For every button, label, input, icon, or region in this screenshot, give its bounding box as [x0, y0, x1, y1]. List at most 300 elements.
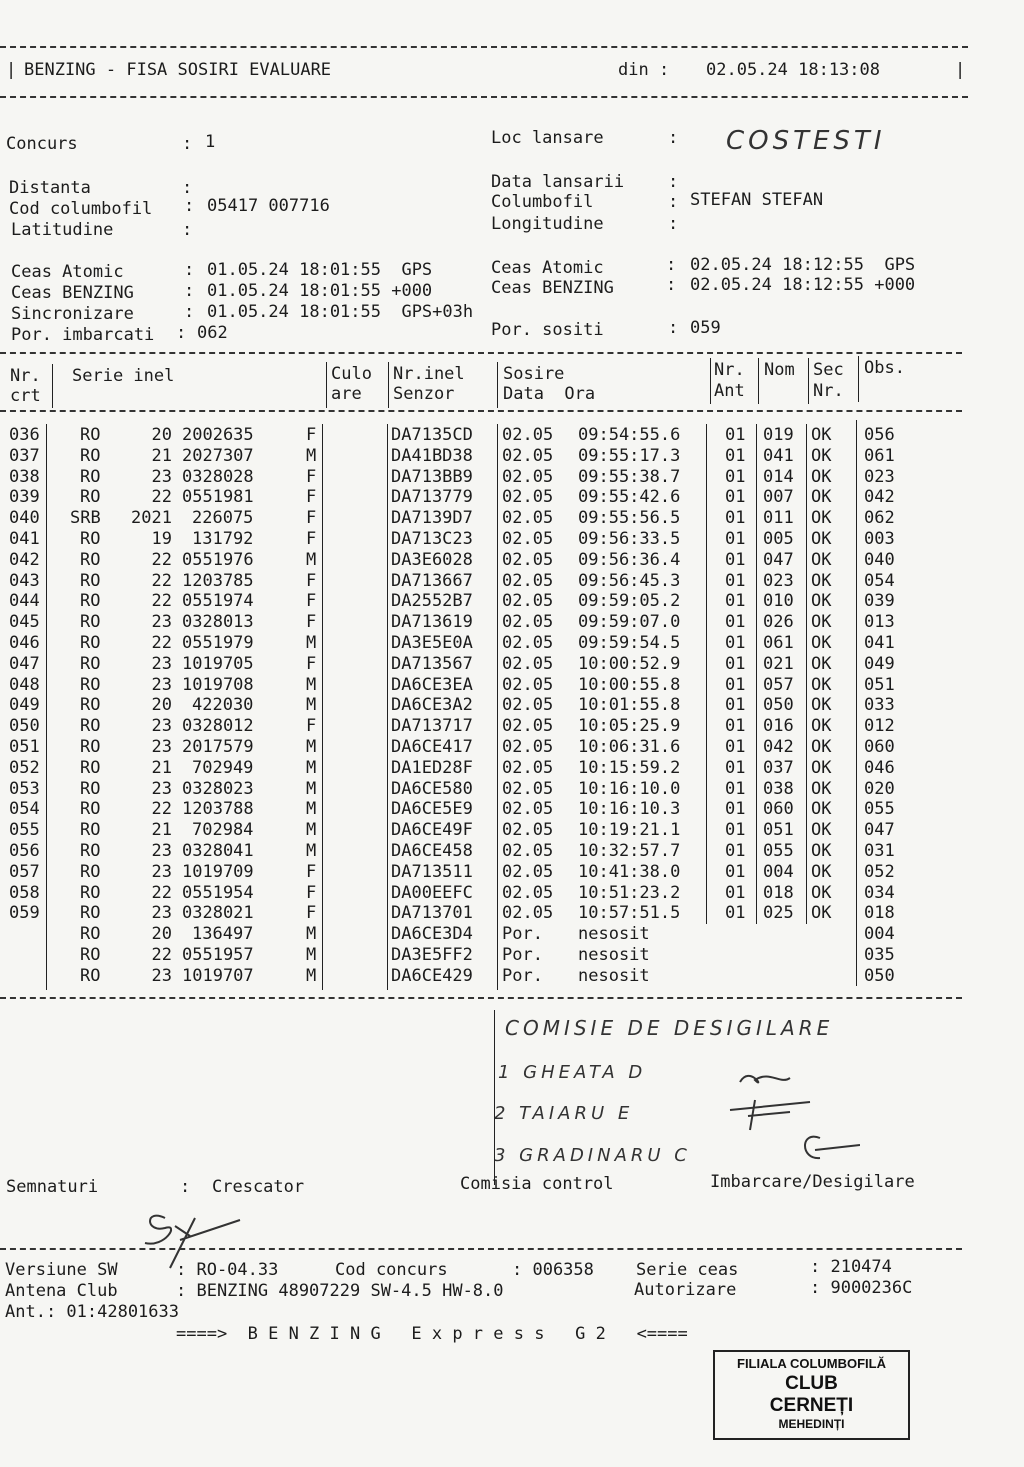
cell-ora: 10:57:51.5: [578, 903, 681, 924]
col-nrinel-2: Senzor: [393, 384, 455, 404]
cell-ora: 10:05:25.9: [578, 716, 681, 737]
cell-inel: 0551974: [182, 591, 254, 612]
header-right-bar: |: [955, 60, 966, 80]
cell-data: 02.05: [502, 425, 554, 445]
cell-inel: 702984: [192, 820, 254, 841]
cell-ora: 09:59:07.0: [578, 612, 681, 633]
cell-sec: OK: [811, 591, 832, 612]
table-row: [0, 758, 1024, 779]
data-lansarii-label: Data lansarii: [491, 172, 625, 192]
stamp-line-2: CLUB: [785, 1373, 838, 1394]
cell-obs: 055: [864, 799, 895, 820]
cell-inel: 0328012: [182, 716, 254, 737]
r-ceas-benzing-value: 02.05.24 18:12:55 +000: [690, 275, 916, 295]
cell-inel: 0551979: [182, 633, 254, 653]
cell-an: 22: [151, 487, 172, 508]
cell-nr: 048: [9, 674, 40, 695]
cell-senzor: DA713717: [391, 716, 473, 737]
cell-obs: 050: [864, 965, 895, 986]
cell-senzor: DA713C23: [391, 529, 473, 549]
cell-sex: M: [306, 633, 317, 653]
cell-nom: 047: [763, 549, 794, 570]
cell-sec: OK: [811, 757, 832, 778]
cell-inel: 1019707: [182, 965, 254, 986]
cell-sec: OK: [811, 508, 832, 529]
cell-sex: M: [306, 674, 317, 695]
cell-ant: 01: [725, 466, 746, 487]
cell-inel: 1203788: [182, 799, 254, 820]
cell-tara: RO: [80, 591, 101, 612]
col-culoare-1: Culo: [331, 364, 372, 384]
cell-sex: M: [306, 778, 317, 799]
cell-nr: 042: [9, 549, 40, 570]
cell-data: Por.: [502, 945, 543, 965]
table-row: [0, 903, 1024, 924]
cell-inel: 0328041: [182, 841, 254, 861]
cell-tara: RO: [80, 549, 101, 570]
cell-sex: M: [306, 924, 317, 945]
cell-obs: 047: [864, 820, 895, 841]
cell-sec: OK: [811, 487, 832, 508]
cell-ora: 09:56:33.5: [578, 529, 681, 549]
header-left-bar: |: [6, 60, 17, 80]
cell-data: Por.: [502, 965, 543, 986]
cell-sex: M: [306, 757, 317, 778]
cell-obs: 040: [864, 549, 895, 570]
table-row: [0, 467, 1024, 488]
cell-sec: OK: [811, 425, 832, 445]
cell-nom: 041: [763, 445, 794, 466]
cell-tara: RO: [80, 861, 101, 882]
cell-nr: 046: [9, 633, 40, 653]
cell-nr: 056: [9, 841, 40, 861]
cell-ant: 01: [725, 612, 746, 633]
cell-sec: OK: [811, 570, 832, 591]
commission-signatures: [720, 1060, 860, 1170]
ceas-atomic-value: 01.05.24 18:01:55 GPS: [207, 260, 433, 280]
cell-inel: 1203785: [182, 570, 254, 591]
cell-nr: 037: [9, 445, 40, 466]
cell-tara: RO: [80, 924, 101, 945]
cell-nom: 061: [763, 633, 794, 653]
cell-obs: 004: [864, 924, 895, 945]
cell-obs: 013: [864, 612, 895, 633]
cell-nom: 016: [763, 716, 794, 737]
cell-ora: 10:01:55.8: [578, 695, 681, 716]
cell-tara: RO: [80, 737, 101, 757]
cell-inel: 1019709: [182, 861, 254, 882]
table-row: [0, 508, 1024, 529]
cell-ant: 01: [725, 674, 746, 695]
col-sosire-1: Sosire: [503, 364, 565, 384]
cell-nom: 011: [763, 508, 794, 529]
cell-data: 02.05: [502, 529, 554, 549]
cell-nom: 014: [763, 466, 794, 487]
cell-nr: 044: [9, 591, 40, 612]
cell-obs: 018: [864, 903, 895, 924]
cell-sex: F: [306, 612, 317, 633]
col-line: [326, 362, 327, 408]
cell-data: 02.05: [502, 653, 554, 674]
cell-nr: 058: [9, 882, 40, 903]
cell-tara: RO: [80, 487, 101, 508]
cell-data: 02.05: [502, 737, 554, 757]
col-line: [808, 358, 809, 404]
cell-an: 20: [151, 924, 172, 945]
table-row: [0, 862, 1024, 883]
cell-an: 22: [151, 799, 172, 820]
cell-data: 02.05: [502, 820, 554, 841]
cell-nr: 054: [9, 799, 40, 820]
cell-an: 2021: [131, 508, 172, 529]
cell-senzor: DA3E6028: [391, 549, 473, 570]
cell-nr: 043: [9, 570, 40, 591]
cell-senzor: DA6CE3D4: [391, 924, 473, 945]
cell-sec: OK: [811, 861, 832, 882]
cell-senzor: DA713BB9: [391, 466, 473, 487]
cell-ant: 01: [725, 653, 746, 674]
col-ant-2: Ant: [714, 381, 745, 401]
table-row: [0, 550, 1024, 571]
cell-senzor: DA3E5FF2: [391, 945, 473, 965]
cell-ora: 10:51:23.2: [578, 882, 681, 903]
cell-ora: nesosit: [578, 945, 650, 965]
table-row: [0, 945, 1024, 966]
cell-sex: M: [306, 445, 317, 466]
cell-sex: F: [306, 508, 317, 529]
cell-tara: RO: [80, 757, 101, 778]
cell-tara: RO: [80, 799, 101, 820]
cell-senzor: DA6CE458: [391, 841, 473, 861]
cell-senzor: DA713779: [391, 487, 473, 508]
ceas-benzing-label: Ceas BENZING: [11, 283, 134, 303]
antena-label: Antena Club: [5, 1281, 118, 1301]
cell-ant: 01: [725, 445, 746, 466]
cell-nom: 010: [763, 591, 794, 612]
cell-nom: 060: [763, 799, 794, 820]
cell-obs: 020: [864, 778, 895, 799]
table-row: [0, 841, 1024, 862]
cell-data: 02.05: [502, 674, 554, 695]
cell-nom: 026: [763, 612, 794, 633]
cell-ant: 01: [725, 882, 746, 903]
cell-data: 02.05: [502, 612, 554, 633]
cell-obs: 003: [864, 529, 895, 549]
col-obs: Obs.: [864, 358, 905, 378]
table-row: [0, 737, 1024, 758]
commission-divider: [494, 1010, 495, 1185]
cell-senzor: DA7139D7: [391, 508, 473, 529]
cell-tara: RO: [80, 778, 101, 799]
cell-nom: 007: [763, 487, 794, 508]
cell-obs: 049: [864, 653, 895, 674]
cell-nom: 055: [763, 841, 794, 861]
colon: :: [666, 275, 677, 295]
imbarcare-label: Imbarcare/Desigilare: [710, 1172, 915, 1192]
cell-data: 02.05: [502, 633, 554, 653]
cell-sec: OK: [811, 549, 832, 570]
cell-ant: 01: [725, 549, 746, 570]
footer-divider: [0, 1248, 962, 1250]
stamp-line-4: MEHEDINȚI: [778, 1417, 845, 1431]
commission-line-3: 3 GRADINARU C: [494, 1145, 691, 1166]
col-culoare-2: are: [331, 384, 362, 404]
cell-ant: 01: [725, 841, 746, 861]
cell-nr: 055: [9, 820, 40, 841]
cell-nom: 018: [763, 882, 794, 903]
cell-nr: 052: [9, 757, 40, 778]
cell-an: 23: [151, 466, 172, 487]
cell-obs: 031: [864, 841, 895, 861]
cell-ant: 01: [725, 529, 746, 549]
cell-ant: 01: [725, 737, 746, 757]
cell-obs: 056: [864, 425, 895, 445]
table-row: [0, 966, 1024, 987]
versiune-value: : RO-04.33: [176, 1260, 279, 1280]
cell-sec: OK: [811, 841, 832, 861]
cell-nr: 057: [9, 861, 40, 882]
cell-an: 23: [151, 674, 172, 695]
cell-nr: 059: [9, 903, 40, 924]
cell-ant: 01: [725, 591, 746, 612]
cell-data: 02.05: [502, 570, 554, 591]
cell-an: 23: [151, 737, 172, 757]
cell-data: 02.05: [502, 861, 554, 882]
cell-tara: RO: [80, 425, 101, 445]
cell-senzor: DA6CE49F: [391, 820, 473, 841]
cell-ant: 01: [725, 508, 746, 529]
cell-senzor: DA713511: [391, 861, 473, 882]
r-ceas-atomic-value: 02.05.24 18:12:55 GPS: [690, 255, 916, 275]
cell-sex: F: [306, 487, 317, 508]
imbarcati-value: 062: [197, 323, 228, 343]
table-row: [0, 820, 1024, 841]
versiune-label: Versiune SW: [5, 1260, 118, 1280]
cell-inel: 2002635: [182, 425, 254, 445]
colon: :: [668, 172, 679, 192]
ceas-benzing-value: 01.05.24 18:01:55 +000: [207, 281, 433, 301]
cell-sec: OK: [811, 466, 832, 487]
cell-inel: 2017579: [182, 737, 254, 757]
cell-senzor: DA7135CD: [391, 425, 473, 445]
columbofil-label: Columbofil: [491, 192, 594, 212]
cell-tara: RO: [80, 820, 101, 841]
table-bottom-divider: [0, 997, 962, 999]
cell-inel: 0551981: [182, 487, 254, 508]
cell-an: 23: [151, 612, 172, 633]
cell-data: 02.05: [502, 591, 554, 612]
cell-sec: OK: [811, 674, 832, 695]
cell-sex: M: [306, 841, 317, 861]
latitudine-label: Latitudine: [11, 220, 114, 240]
cell-senzor: DA3E5E0A: [391, 633, 473, 653]
colon: :: [184, 302, 195, 322]
cell-obs: 052: [864, 861, 895, 882]
cell-an: 21: [151, 757, 172, 778]
header-divider: [0, 96, 968, 98]
cell-ora: 09:56:36.4: [578, 549, 681, 570]
col-serie: Serie inel: [72, 366, 175, 386]
table-top-divider: [0, 352, 962, 354]
cell-an: 21: [151, 445, 172, 466]
cell-ora: nesosit: [578, 965, 650, 986]
sositi-value: 059: [690, 318, 721, 338]
cell-obs: 034: [864, 882, 895, 903]
cell-senzor: DA00EEFC: [391, 882, 473, 903]
cell-data: 02.05: [502, 757, 554, 778]
cell-tara: SRB: [70, 508, 101, 529]
cell-tara: RO: [80, 882, 101, 903]
cell-inel: 1019705: [182, 653, 254, 674]
cell-ant: 01: [725, 633, 746, 653]
cell-data: 02.05: [502, 508, 554, 529]
table-row: [0, 654, 1024, 675]
cell-tara: RO: [80, 841, 101, 861]
colon: :: [668, 128, 679, 148]
col-line: [388, 362, 389, 408]
cell-obs: 035: [864, 945, 895, 965]
cell-tara: RO: [80, 674, 101, 695]
cell-senzor: DA713567: [391, 653, 473, 674]
top-divider: [0, 46, 968, 48]
columbofil-value: STEFAN STEFAN: [690, 190, 824, 210]
cell-tara: RO: [80, 695, 101, 716]
cell-obs: 039: [864, 591, 895, 612]
cell-sec: OK: [811, 653, 832, 674]
cell-obs: 012: [864, 716, 895, 737]
cell-an: 22: [151, 570, 172, 591]
r-ceas-atomic-label: Ceas Atomic: [491, 258, 604, 278]
cell-ant: 01: [725, 695, 746, 716]
cell-ant: 01: [725, 757, 746, 778]
semnaturi-label: Semnaturi: [6, 1177, 99, 1197]
stamp-line-1: FILIALA COLUMBOFILĂ: [737, 1356, 886, 1371]
cell-ora: 10:19:21.1: [578, 820, 681, 841]
cell-senzor: DA6CE3A2: [391, 695, 473, 716]
cell-obs: 062: [864, 508, 895, 529]
colon: :: [182, 220, 193, 240]
cell-nr: 038: [9, 466, 40, 487]
cell-inel: 0328021: [182, 903, 254, 924]
cell-ora: 10:00:52.9: [578, 653, 681, 674]
cell-senzor: DA6CE3EA: [391, 674, 473, 695]
cell-nr: 047: [9, 653, 40, 674]
cell-sec: OK: [811, 612, 832, 633]
cell-ant: 01: [725, 425, 746, 445]
cell-inel: 136497: [192, 924, 254, 945]
table-row: [0, 612, 1024, 633]
cell-senzor: DA41BD38: [391, 445, 473, 466]
table-row: [0, 529, 1024, 550]
cell-nom: 004: [763, 861, 794, 882]
col-line: [758, 358, 759, 404]
ant-line: Ant.: 01:42801633: [5, 1302, 179, 1322]
cell-sex: M: [306, 820, 317, 841]
cell-tara: RO: [80, 965, 101, 986]
col-line: [52, 364, 53, 408]
date-value: 02.05.24 18:13:08: [706, 60, 880, 80]
cell-ant: 01: [725, 799, 746, 820]
cell-data: 02.05: [502, 549, 554, 570]
cell-data: Por.: [502, 924, 543, 945]
cell-inel: 0328013: [182, 612, 254, 633]
cell-ant: 01: [725, 778, 746, 799]
cell-obs: 046: [864, 757, 895, 778]
cell-obs: 023: [864, 466, 895, 487]
distanta-label: Distanta: [9, 178, 91, 198]
loc-lansare-value: COSTESTI: [726, 126, 886, 156]
cell-senzor: DA6CE429: [391, 965, 473, 986]
table-row: [0, 695, 1024, 716]
loc-lansare-label: Loc lansare: [491, 128, 604, 148]
col-nrinel-1: Nr.inel: [393, 364, 465, 384]
cell-sec: OK: [811, 903, 832, 924]
cell-data: 02.05: [502, 882, 554, 903]
cell-an: 23: [151, 778, 172, 799]
cell-obs: 060: [864, 737, 895, 757]
cell-sex: M: [306, 695, 317, 716]
cell-nr: 050: [9, 716, 40, 737]
cell-senzor: DA713667: [391, 570, 473, 591]
cell-sec: OK: [811, 799, 832, 820]
cell-ant: 01: [725, 861, 746, 882]
cell-senzor: DA6CE417: [391, 737, 473, 757]
cell-nom: 025: [763, 903, 794, 924]
comisia-label: Comisia control: [460, 1174, 614, 1194]
cell-obs: 054: [864, 570, 895, 591]
cell-sex: M: [306, 945, 317, 965]
table-row: [0, 591, 1024, 612]
cell-senzor: DA713619: [391, 612, 473, 633]
cell-nom: 038: [763, 778, 794, 799]
col-nr-1: Nr.: [10, 366, 41, 386]
cell-ora: 10:16:10.0: [578, 778, 681, 799]
cell-senzor: DA713701: [391, 903, 473, 924]
crescator-label: Crescator: [212, 1177, 305, 1197]
cell-ora: 10:41:38.0: [578, 861, 681, 882]
ceas-atomic-label: Ceas Atomic: [11, 262, 124, 282]
cell-data: 02.05: [502, 695, 554, 716]
cell-tara: RO: [80, 945, 101, 965]
cell-sec: OK: [811, 882, 832, 903]
table-row: [0, 571, 1024, 592]
col-line: [497, 362, 498, 408]
cell-inel: 2027307: [182, 445, 254, 466]
cell-sex: F: [306, 466, 317, 487]
cell-nr: 053: [9, 778, 40, 799]
cell-an: 19: [151, 529, 172, 549]
colon: :: [184, 281, 195, 301]
cell-an: 23: [151, 716, 172, 737]
colon: :: [182, 134, 193, 154]
colon: :: [666, 255, 677, 275]
cell-inel: 1019708: [182, 674, 254, 695]
autorizare-label: Autorizare: [634, 1280, 737, 1300]
cell-inel: 0328028: [182, 466, 254, 487]
cell-an: 22: [151, 549, 172, 570]
cell-ora: 10:16:10.3: [578, 799, 681, 820]
cell-ora: 09:59:54.5: [578, 633, 681, 653]
sincronizare-value: 01.05.24 18:01:55 GPS+03h: [207, 302, 474, 322]
cell-ant: 01: [725, 487, 746, 508]
cell-sex: M: [306, 549, 317, 570]
sincronizare-label: Sincronizare: [11, 304, 134, 324]
sositi-label: Por. sositi: [491, 320, 604, 340]
antena-value: : BENZING 48907229 SW-4.5 HW-8.0: [176, 1281, 504, 1301]
cell-tara: RO: [80, 716, 101, 737]
cell-sex: F: [306, 653, 317, 674]
cell-nom: 057: [763, 674, 794, 695]
